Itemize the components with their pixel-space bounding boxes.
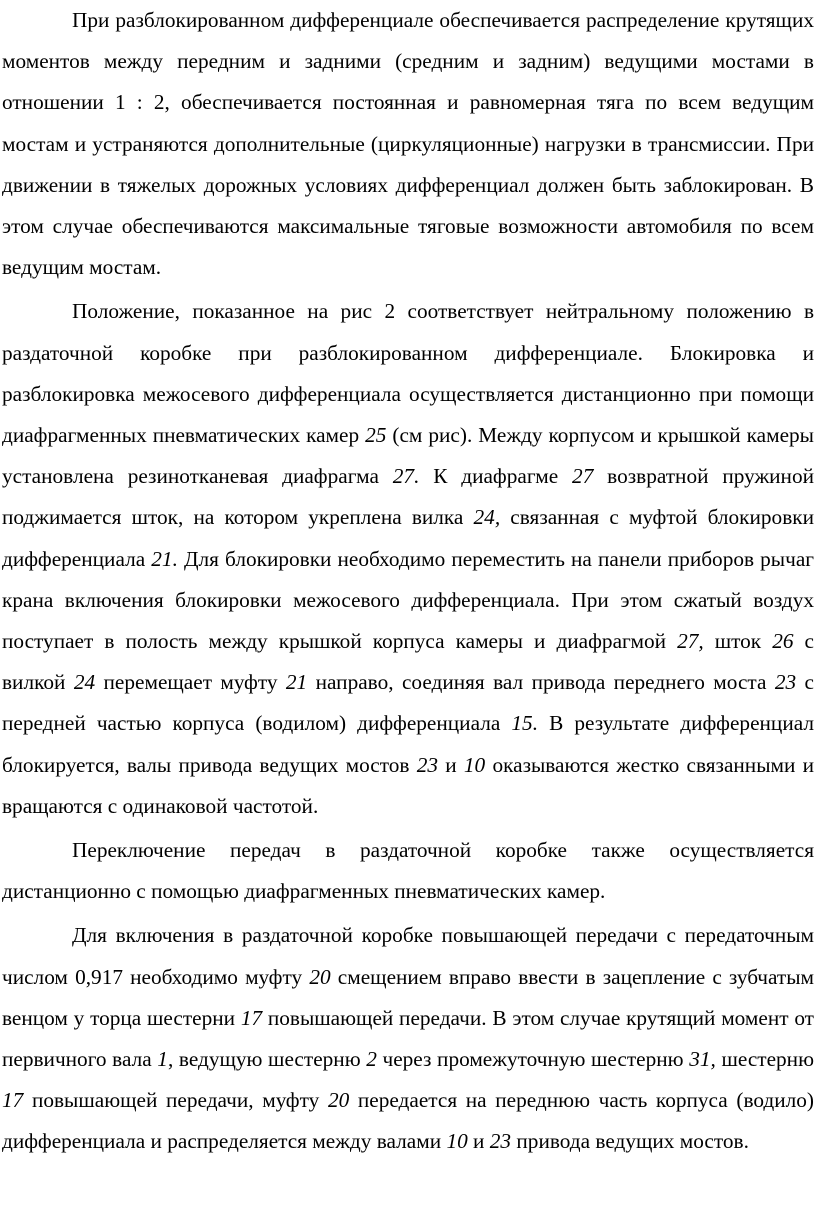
text-run: Переключение передач в раздаточной коробке также осуществляется дистанционно с помощью диафрагменных пневматических камер. xyxy=(2,838,814,904)
reference-number: 27 xyxy=(572,464,594,489)
text-run: перемещает муфту xyxy=(95,670,286,695)
text-run: шестерню xyxy=(715,1047,814,1072)
text-run: Положение, показанное на рис 2 соответствует нейтральному положению в раздаточной коробке при разблокированном дифференциале. Блокировка и разблокировка межосевого дифференциала осуществляется дистанционно при помощи диафрагменных пневматических камер xyxy=(2,299,814,448)
reference-number: 15. xyxy=(511,711,539,736)
reference-number: 1 xyxy=(157,1047,168,1072)
text-run: Для включения в раздаточной коробке повышающей передачи с передаточным числом 0,917 необходимо муфту xyxy=(2,923,814,989)
text-run: повышающей передачи, муфту xyxy=(23,1088,328,1113)
reference-number: 21 xyxy=(285,670,308,695)
text-run: с передней частью корпуса (водилом) дифференциала xyxy=(2,670,815,736)
reference-number: 31, xyxy=(689,1047,716,1072)
text-run: (см рис). Между корпусом и крышкой камеры установлена резинотканевая диафрагма xyxy=(2,423,814,489)
text-run: оказываются жестко связанными и вращаются с одинаковой частотой. xyxy=(2,752,815,818)
reference-number: 20 xyxy=(309,964,331,989)
reference-number: 17 xyxy=(240,1005,263,1030)
reference-number: 25 xyxy=(365,423,387,448)
text-run: и xyxy=(467,1129,490,1154)
text-run: Для блокировки необходимо переместить на панели приборов рычаг крана включения блокировки межосевого дифференциала. При этом сжатый воздух поступает в полость между крышкой корпуса камеры и диафрагмой xyxy=(2,546,815,654)
reference-number: 27. xyxy=(392,464,420,489)
reference-number: 27, xyxy=(677,629,704,654)
reference-number: 10 xyxy=(446,1129,468,1154)
paragraph-overdrive-gear xyxy=(2,915,814,1162)
text-run: , ведущую шестерню xyxy=(167,1047,367,1072)
text-run: связанная с муфтой блокировки дифференциала xyxy=(2,505,814,571)
text-run: направо, соединяя вал привода переднего моста xyxy=(307,670,775,695)
reference-number: 23 xyxy=(774,670,797,695)
text-run: При разблокированном дифференциале обеспечивается распределение крутящих моментов между передним и задними (средним и задним) ведущими мостами в отношении 1 : 2, обеспечивается постоянная и равномерная тяга по всем ведущим мостам и устраняются дополнительные (циркуляционные) нагрузки в трансмиссии. При движении в тяжелых дорожных условиях дифференциал должен быть заблокирован. В этом случае обеспечиваются максимальные тяговые возможности автомобиля по всем ведущим мостам. xyxy=(2,8,814,280)
text-run: передается на переднюю часть корпуса (водило) дифференциала и распределяется между валами xyxy=(2,1088,814,1154)
paragraph-locking-mechanism xyxy=(2,291,814,827)
paragraph-gear-shifting xyxy=(2,830,814,912)
text-run: смещением вправо ввести в зацепление с зубчатым венцом у торца шестерни xyxy=(2,964,814,1030)
text-run: возвратной пружиной поджимается шток, на котором укреплена вилка xyxy=(2,464,815,530)
reference-number: 20 xyxy=(327,1088,350,1113)
reference-number: 24, xyxy=(473,505,501,530)
reference-number: 17 xyxy=(2,1088,24,1113)
reference-number: 2 xyxy=(366,1047,377,1072)
document-page xyxy=(2,0,814,1163)
text-run: В результате дифференциал блокируется, валы привода ведущих мостов xyxy=(2,711,814,777)
reference-number: 23 xyxy=(489,1129,512,1154)
reference-number: 26 xyxy=(772,629,794,654)
reference-number: 24 xyxy=(73,670,96,695)
paragraph-differential-intro xyxy=(2,0,814,288)
reference-number: 21. xyxy=(151,546,178,571)
text-run: повышающей передачи. В этом случае крутящий момент от первичного вала xyxy=(2,1005,814,1072)
text-run: и xyxy=(438,752,464,777)
text-run: привода ведущих мостов. xyxy=(511,1129,749,1154)
text-run: с вилкой xyxy=(2,629,814,695)
reference-number: 23 xyxy=(416,752,439,777)
text-run: через промежуточную шестерню xyxy=(376,1047,690,1072)
text-run: шток xyxy=(703,629,773,654)
text-run: К диафрагме xyxy=(419,464,573,489)
reference-number: 10 xyxy=(463,752,486,777)
